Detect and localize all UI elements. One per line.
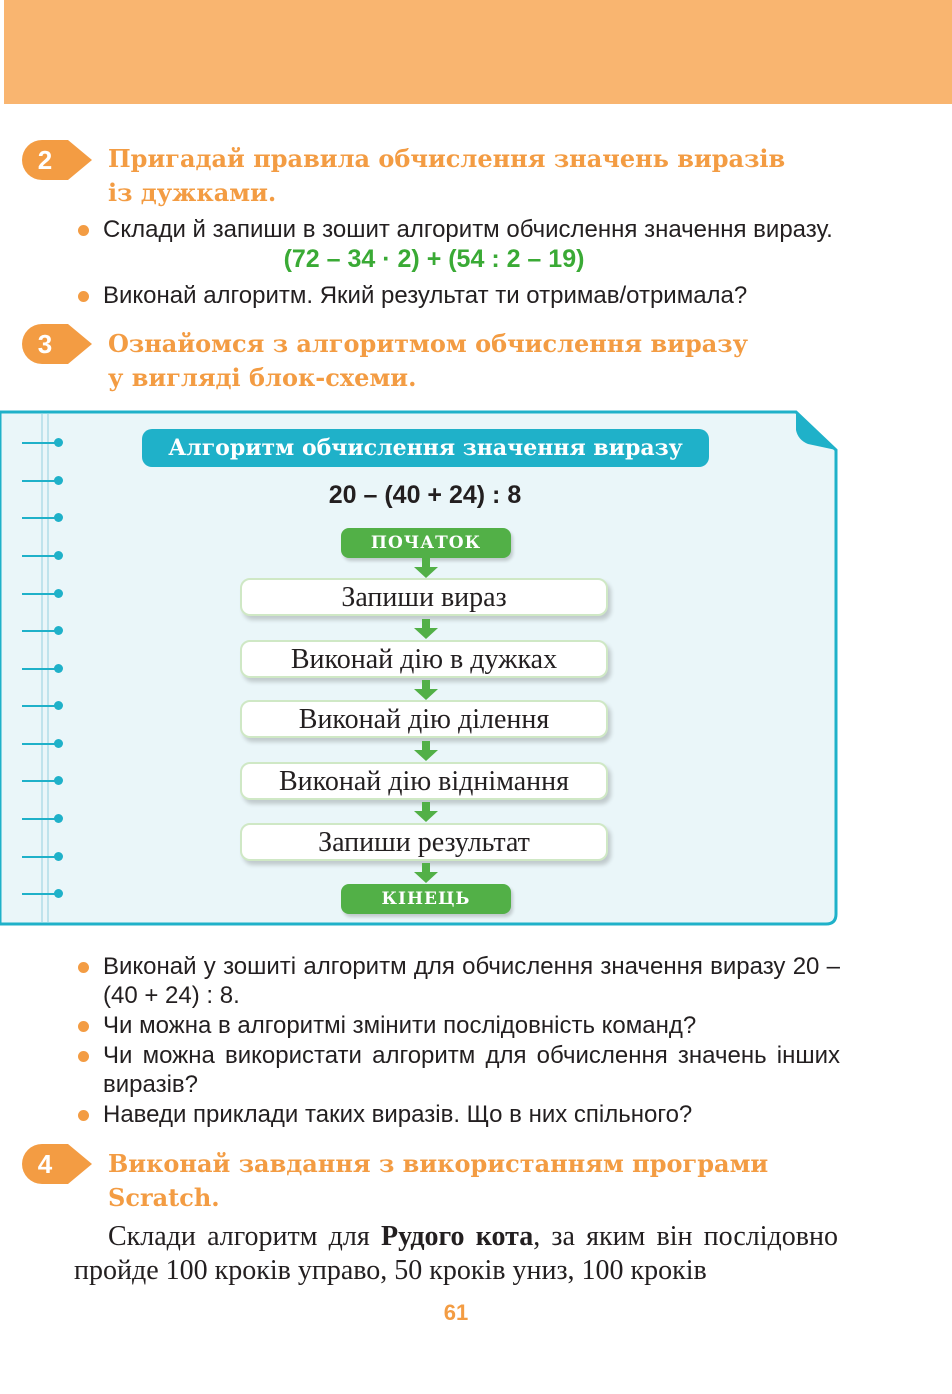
bullet-text: Склади й запиши в зошит алгоритм обчислення значення виразу. xyxy=(103,216,833,243)
task-title xyxy=(108,327,748,395)
spiral-ring xyxy=(22,589,64,599)
bullet-text: Виконай алгоритм. Який результат ти отримав/отримала? xyxy=(103,282,748,309)
bullet-text: Виконай у зошиті алгоритм для обчислення значення виразу 20 – (40 + 24) : 8. xyxy=(103,953,840,1009)
flowchart-step: Виконай дію віднімання xyxy=(240,762,608,800)
flowchart-step: Виконай дію ділення xyxy=(240,700,608,738)
task-title xyxy=(108,142,785,210)
task-title-line: у вигляді блок-схеми. xyxy=(108,363,417,392)
task-number: 2 xyxy=(37,145,53,175)
flow-arrow-icon xyxy=(414,741,438,761)
task-title-line: Scratch. xyxy=(108,1183,220,1212)
flowchart-end: КІНЕЦЬ xyxy=(341,884,511,914)
expression: (72 – 34 · 2) + (54 : 2 – 19) xyxy=(283,245,585,273)
bullet-dot xyxy=(78,1110,89,1121)
task-title xyxy=(108,1147,768,1215)
spiral-ring xyxy=(22,739,64,749)
spiral-ring xyxy=(22,476,64,486)
task-number-badge xyxy=(22,1144,92,1184)
spiral-ring xyxy=(22,852,64,862)
flowchart-step: Запиши результат xyxy=(240,823,608,861)
bullet-dot xyxy=(78,1021,89,1032)
task-number-badge xyxy=(22,140,92,180)
spiral-ring xyxy=(22,889,64,899)
paragraph-text: , за яким він послідовно пройде 100 кроків управо, 50 кроків униз, 100 кроків xyxy=(74,1221,838,1286)
task-title-line: Ознайомся з алгоритмом обчислення виразу xyxy=(108,329,748,358)
flowchart-start: ПОЧАТОК xyxy=(341,528,511,558)
task-title-line: Пригадай правила обчислення значень виразів xyxy=(108,144,786,173)
bullet-dot xyxy=(78,291,89,302)
bullet-item xyxy=(78,281,840,310)
flow-arrow-icon xyxy=(414,680,438,700)
flowchart-expression: 20 – (40 + 24) : 8 xyxy=(328,481,522,509)
flowchart-step: Запиши вираз xyxy=(240,578,608,616)
flow-arrow-icon xyxy=(414,558,438,578)
task-paragraph xyxy=(74,1220,838,1288)
spiral-ring xyxy=(22,701,64,711)
bullet-text: Чи можна в алгоритмі змінити послідовність команд? xyxy=(103,1012,697,1039)
page-number: 61 xyxy=(443,1300,469,1325)
spiral-ring xyxy=(22,626,64,636)
flowchart-header: Алгоритм обчислення значення виразу xyxy=(142,429,709,467)
task-number: 4 xyxy=(37,1149,53,1179)
flow-arrow-icon xyxy=(414,863,438,883)
bullet-dot xyxy=(78,962,89,973)
bullet-dot xyxy=(78,225,89,236)
spiral-ring xyxy=(22,814,64,824)
task-title-line: із дужками. xyxy=(108,178,277,207)
task-number-badge xyxy=(22,324,92,364)
bullet-text: Наведи приклади таких виразів. Що в них спільного? xyxy=(103,1101,693,1128)
flowchart-step: Виконай дію в дужках xyxy=(240,640,608,678)
bullet-text: Чи можна використати алгоритм для обчислення значень інших виразів? xyxy=(103,1042,840,1098)
flow-arrow-icon xyxy=(414,619,438,639)
paragraph-text: Склади алгоритм для xyxy=(108,1221,381,1252)
bullet-item xyxy=(78,215,840,244)
task-title-line: Виконай завдання з використанням програми xyxy=(108,1149,769,1178)
bullet-item xyxy=(78,1041,840,1099)
bullet-dot xyxy=(78,1051,89,1062)
spiral-ring xyxy=(22,438,64,448)
bullet-item xyxy=(78,1011,840,1040)
flow-arrow-icon xyxy=(414,802,438,822)
paragraph-bold-text: Рудого кота xyxy=(380,1221,534,1252)
spiral-ring xyxy=(22,664,64,674)
task-number: 3 xyxy=(37,329,53,359)
spiral-ring xyxy=(22,513,64,523)
top-header-band xyxy=(4,0,952,104)
bullet-item xyxy=(78,952,840,1010)
spiral-ring xyxy=(22,776,64,786)
spiral-ring xyxy=(22,551,64,561)
bullet-item xyxy=(78,1100,840,1129)
